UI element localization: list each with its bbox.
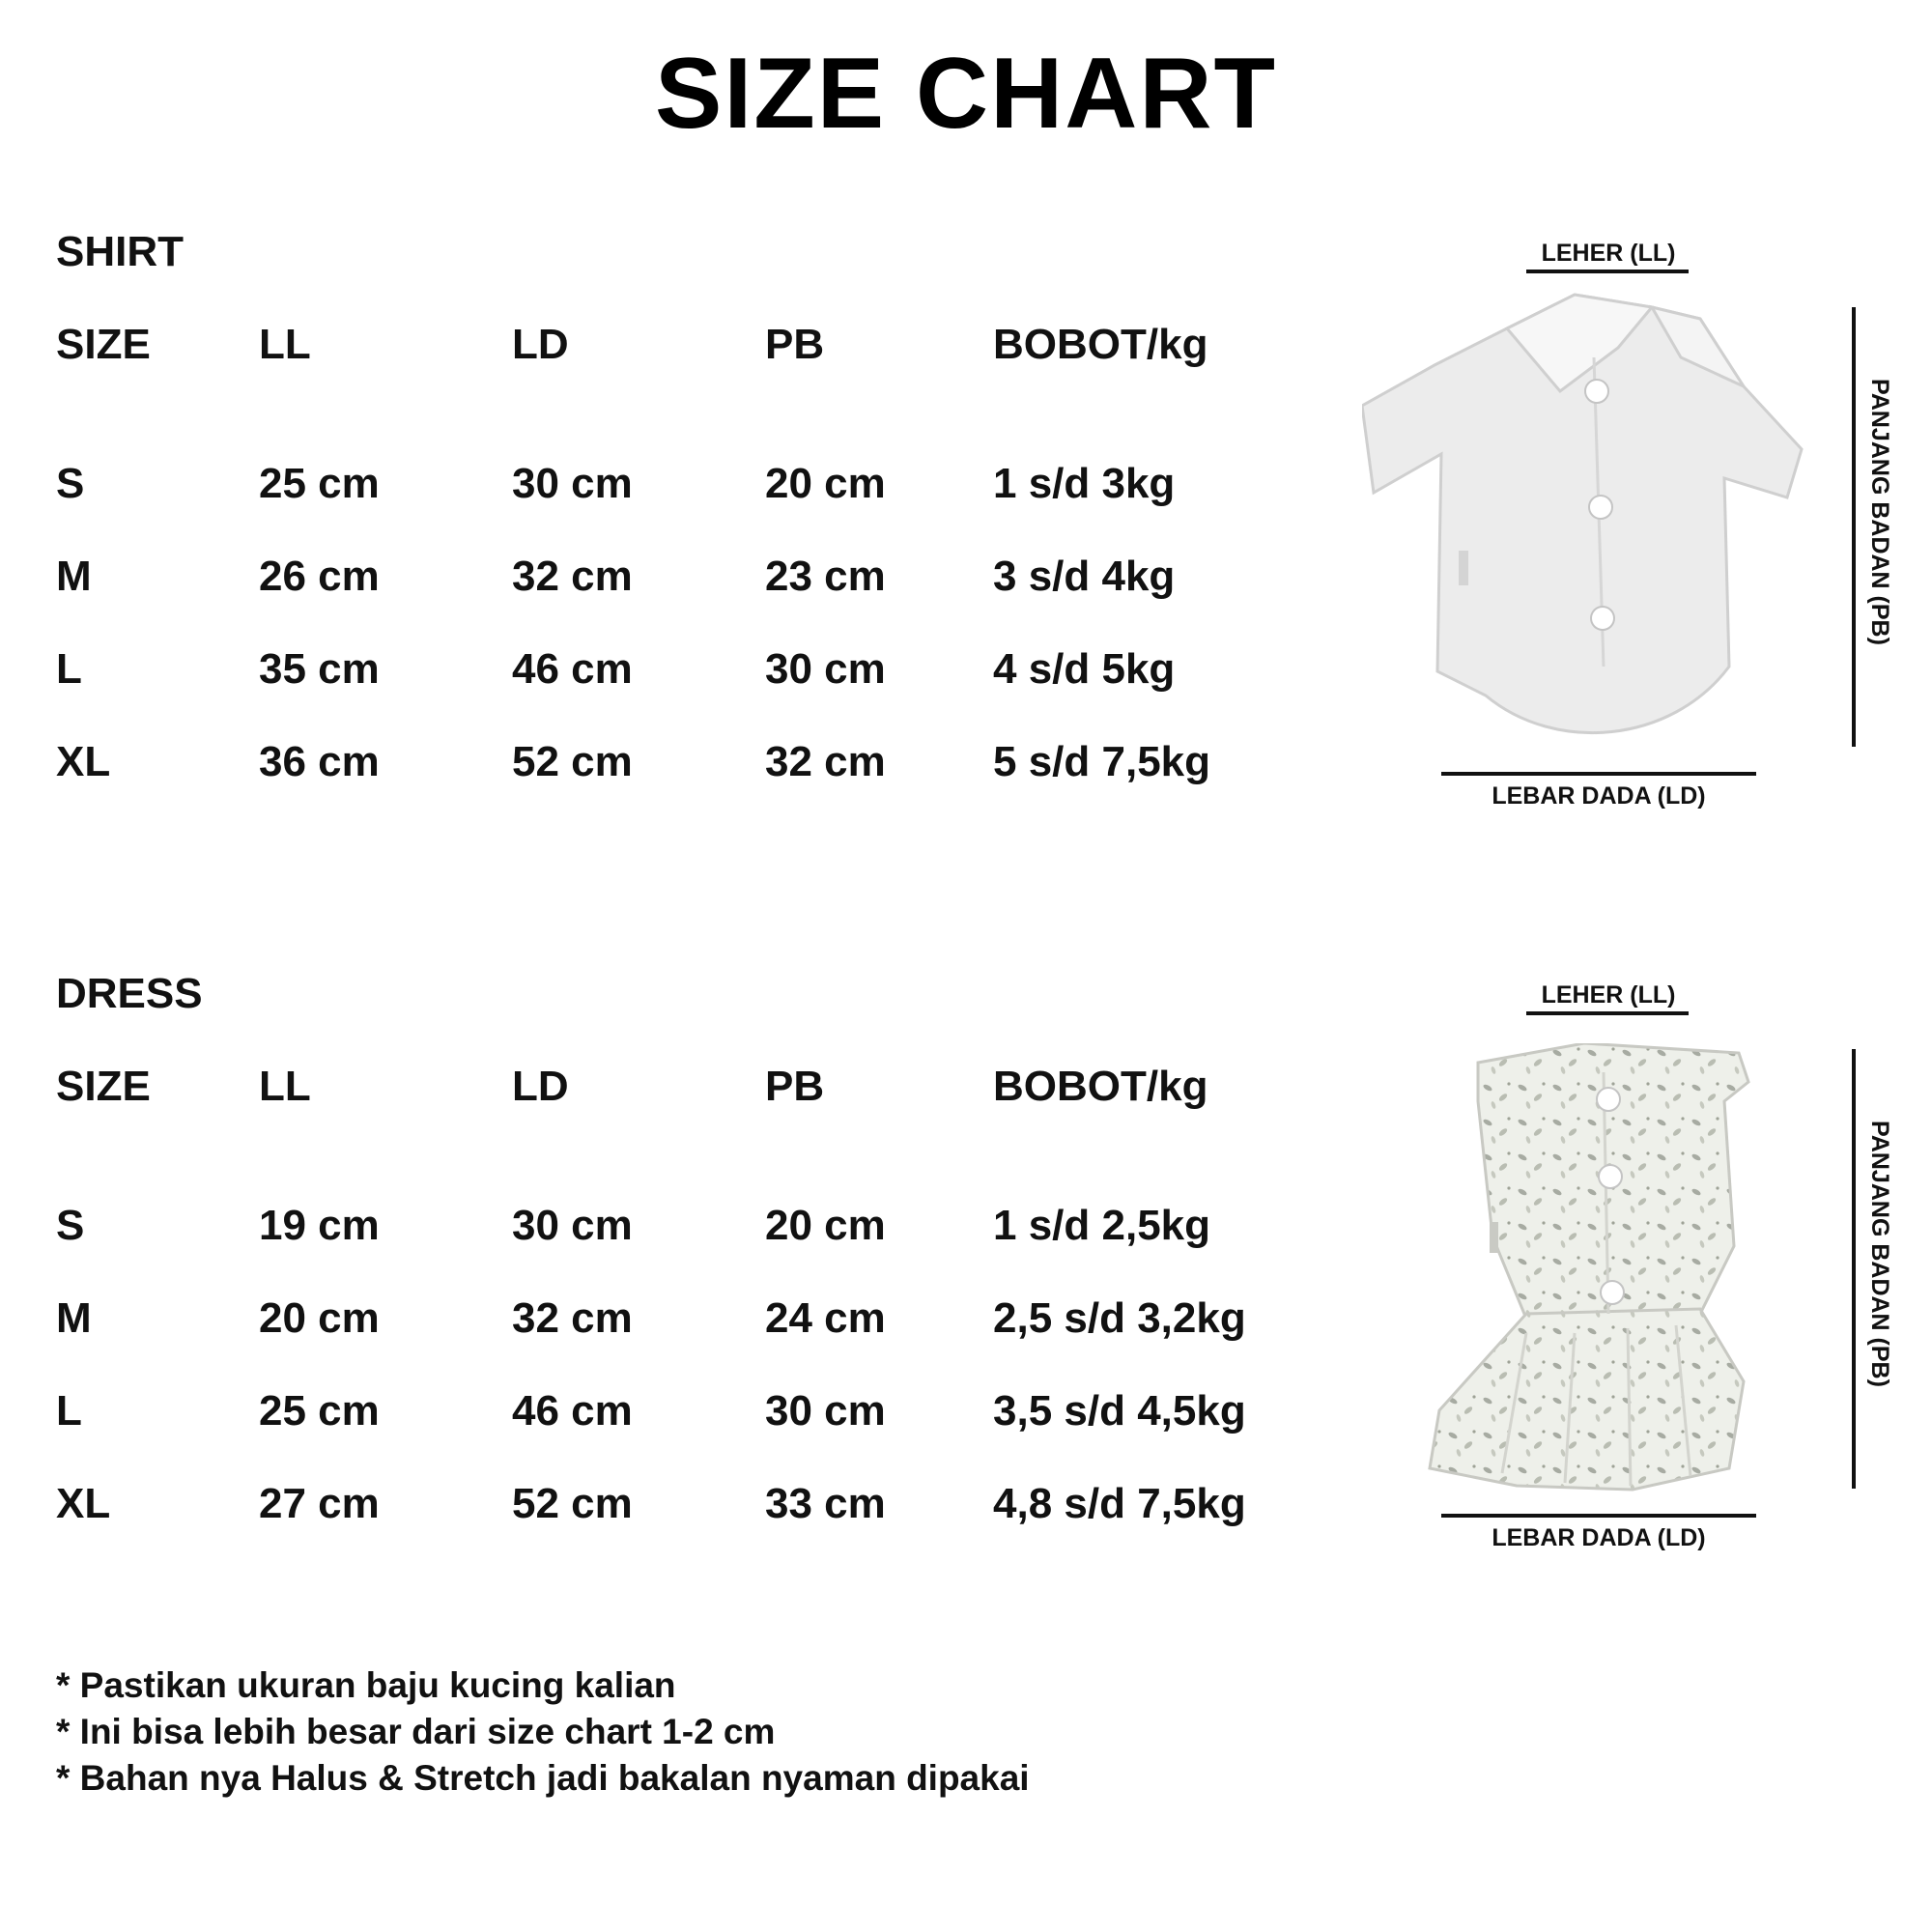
shirt-cell-bobot: 1 s/d 3kg xyxy=(993,460,1176,507)
shirt-cell-ll: 25 cm xyxy=(259,460,380,507)
shirt-cell-ll: 35 cm xyxy=(259,645,380,693)
dress-cell-ld: 30 cm xyxy=(512,1202,633,1249)
dress-cell-bobot: 2,5 s/d 3,2kg xyxy=(993,1294,1246,1342)
dress-header-bobot: BOBOT/kg xyxy=(993,1063,1208,1110)
shirt-cell-size: XL xyxy=(56,738,111,785)
note-line: * Bahan nya Halus & Stretch jadi bakalan nyaman dipakai xyxy=(56,1758,1030,1798)
shirt-cell-size: M xyxy=(56,553,92,600)
dress-cell-size: S xyxy=(56,1202,85,1249)
dress-cell-bobot: 3,5 s/d 4,5kg xyxy=(993,1387,1246,1435)
shirt-cell-ld: 30 cm xyxy=(512,460,633,507)
dress-cell-size: M xyxy=(56,1294,92,1342)
shirt-cell-ld: 46 cm xyxy=(512,645,633,693)
dress-image xyxy=(1410,1043,1797,1497)
dress-header-size: SIZE xyxy=(56,1063,151,1110)
shirt-cell-size: L xyxy=(56,645,82,693)
dress-header-pb: PB xyxy=(765,1063,825,1110)
shirt-length-line xyxy=(1852,307,1856,747)
shirt-cell-pb: 23 cm xyxy=(765,553,886,600)
dress-cell-pb: 24 cm xyxy=(765,1294,886,1342)
shirt-header-ll: LL xyxy=(259,321,311,368)
shirt-cell-pb: 32 cm xyxy=(765,738,886,785)
shirt-header-pb: PB xyxy=(765,321,825,368)
shirt-header-size: SIZE xyxy=(56,321,151,368)
dress-section-title: DRESS xyxy=(56,970,203,1017)
shirt-cell-pb: 30 cm xyxy=(765,645,886,693)
dress-neck-label: LEHER (LL) xyxy=(1541,981,1676,1009)
dress-length-label: PANJANG BADAN (PB) xyxy=(1866,1121,1893,1387)
shirt-image xyxy=(1362,290,1845,763)
dress-cell-pb: 33 cm xyxy=(765,1480,886,1527)
dress-cell-size: L xyxy=(56,1387,82,1435)
dress-cell-bobot: 1 s/d 2,5kg xyxy=(993,1202,1211,1249)
dress-cell-pb: 20 cm xyxy=(765,1202,886,1249)
shirt-neck-label: LEHER (LL) xyxy=(1541,240,1676,267)
shirt-cell-ll: 26 cm xyxy=(259,553,380,600)
dress-cell-ll: 20 cm xyxy=(259,1294,380,1342)
shirt-length-label: PANJANG BADAN (PB) xyxy=(1866,379,1893,645)
dress-cell-ld: 32 cm xyxy=(512,1294,633,1342)
dress-chest-line xyxy=(1441,1514,1756,1518)
shirt-cell-ll: 36 cm xyxy=(259,738,380,785)
shirt-neck-line xyxy=(1526,270,1689,273)
shirt-chest-label: LEBAR DADA (LD) xyxy=(1492,782,1706,810)
dress-cell-bobot: 4,8 s/d 7,5kg xyxy=(993,1480,1246,1527)
dress-header-ll: LL xyxy=(259,1063,311,1110)
shirt-cell-pb: 20 cm xyxy=(765,460,886,507)
shirt-header-bobot: BOBOT/kg xyxy=(993,321,1208,368)
note-line: * Pastikan ukuran baju kucing kalian xyxy=(56,1665,676,1705)
shirt-cell-bobot: 4 s/d 5kg xyxy=(993,645,1176,693)
dress-cell-pb: 30 cm xyxy=(765,1387,886,1435)
dress-cell-ld: 46 cm xyxy=(512,1387,633,1435)
dress-cell-ll: 25 cm xyxy=(259,1387,380,1435)
dress-cell-ll: 27 cm xyxy=(259,1480,380,1527)
shirt-cell-ld: 52 cm xyxy=(512,738,633,785)
dress-cell-size: XL xyxy=(56,1480,111,1527)
shirt-section-title: SHIRT xyxy=(56,228,184,275)
page-title: SIZE CHART xyxy=(655,38,1277,150)
shirt-cell-size: S xyxy=(56,460,85,507)
dress-neck-line xyxy=(1526,1011,1689,1015)
dress-header-ld: LD xyxy=(512,1063,569,1110)
dress-cell-ll: 19 cm xyxy=(259,1202,380,1249)
shirt-cell-bobot: 3 s/d 4kg xyxy=(993,553,1176,600)
shirt-header-ld: LD xyxy=(512,321,569,368)
note-line: * Ini bisa lebih besar dari size chart 1-2 cm xyxy=(56,1712,776,1751)
shirt-chest-line xyxy=(1441,772,1756,776)
shirt-cell-bobot: 5 s/d 7,5kg xyxy=(993,738,1211,785)
dress-length-line xyxy=(1852,1049,1856,1489)
shirt-cell-ld: 32 cm xyxy=(512,553,633,600)
dress-cell-ld: 52 cm xyxy=(512,1480,633,1527)
dress-chest-label: LEBAR DADA (LD) xyxy=(1492,1524,1706,1551)
